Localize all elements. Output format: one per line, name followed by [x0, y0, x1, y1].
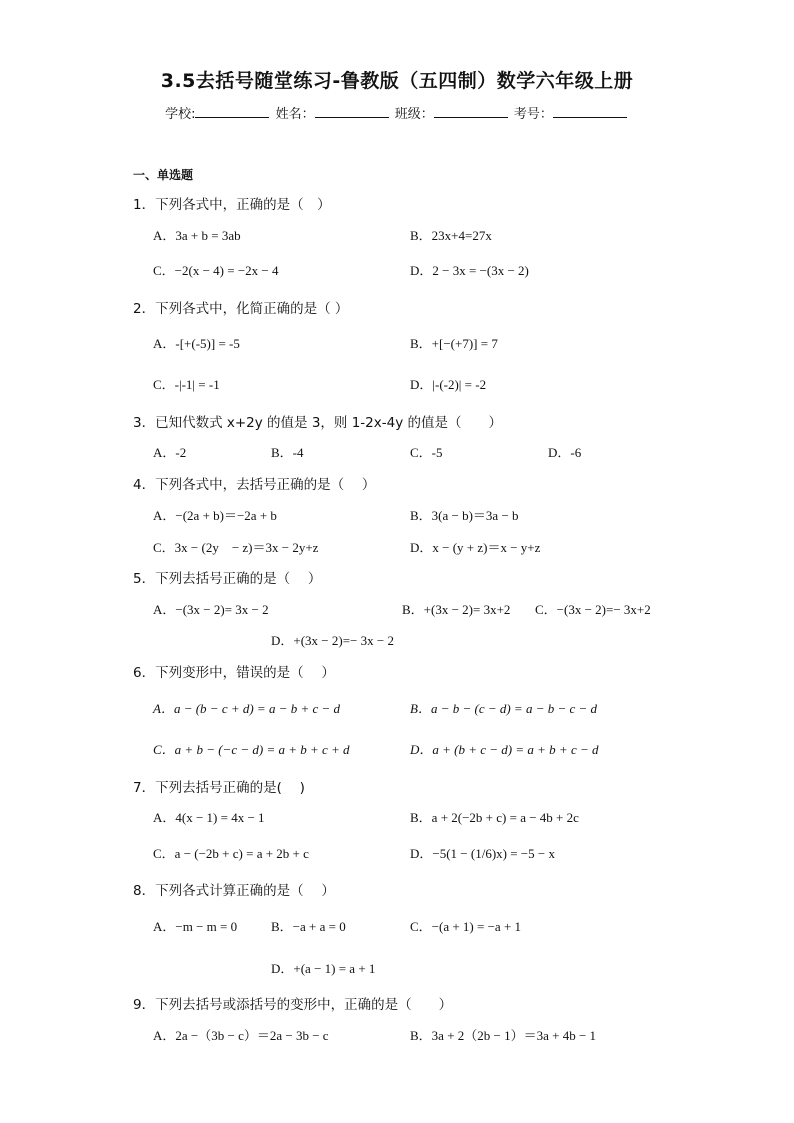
question-8-option-b: B．−a + a = 0	[271, 919, 346, 934]
question-3-stem: 3．已知代数式 x+2y 的值是 3，则 1-2x-4y 的值是（ ）	[133, 415, 503, 431]
question-1-option-a: A．3a + b = 3ab	[153, 228, 241, 243]
question-7-option-a: A．4(x − 1) = 4x − 1	[153, 810, 265, 825]
question-4-option-b: B．3(a − b)＝3a − b	[410, 508, 519, 523]
number-label: 考号：	[513, 107, 553, 122]
school-blank[interactable]	[195, 105, 269, 118]
question-4-option-d: D．x − (y + z)＝x − y+z	[410, 540, 541, 555]
page-title: 3.5去括号随堂练习-鲁教版（五四制）数学六年级上册	[160, 70, 634, 92]
question-8-stem: 8．下列各式计算正确的是（ ）	[133, 883, 335, 899]
question-9-option-b: B．3a + 2（2b − 1）＝3a + 4b − 1	[410, 1028, 597, 1043]
question-2-option-d: D．|-(-2)| = -2	[410, 377, 487, 392]
question-6-option-c: C．a + b − (−c − d) = a + b + c + d	[153, 742, 350, 757]
question-1-stem: 1．下列各式中，正确的是（ ）	[133, 197, 331, 213]
question-4-stem: 4．下列各式中，去括号正确的是（ ）	[133, 477, 376, 493]
question-5-option-a: A．−(3x − 2)= 3x − 2	[153, 602, 269, 617]
question-5-option-b: B．+(3x − 2)= 3x+2	[402, 602, 511, 617]
question-8-option-c: C．−(a + 1) = −a + 1	[410, 919, 522, 934]
question-7-option-b: B．a + 2(−2b + c) = a − 4b + 2c	[410, 810, 579, 825]
question-4-option-a: A．−(2a + b)＝−2a + b	[153, 508, 277, 523]
question-3-option-a: A．-2	[153, 445, 187, 460]
question-2-stem: 2．下列各式中，化简正确的是（ ）	[133, 301, 349, 317]
question-8-option-d: D．+(a − 1) = a + 1	[271, 961, 376, 976]
question-1-option-d: D．2 − 3x = −(3x − 2)	[410, 263, 529, 278]
question-6-option-a: A．a − (b − c + d) = a − b + c − d	[153, 701, 341, 716]
question-1-option-b: B．23x+4=27x	[410, 228, 492, 243]
class-blank[interactable]	[434, 105, 508, 118]
question-5-option-d: D．+(3x − 2)=− 3x − 2	[271, 633, 394, 648]
question-9-stem: 9．下列去括号或添括号的变形中，正确的是（ ）	[133, 997, 453, 1013]
question-9-option-a: A．2a −（3b − c）＝2a − 3b − c	[153, 1028, 329, 1043]
question-3-option-b: B．-4	[271, 445, 304, 460]
question-4-option-c: C．3x − (2y − z)＝3x − 2y+z	[153, 540, 319, 555]
class-label: 班级：	[394, 107, 434, 122]
question-3-option-d: D．-6	[548, 445, 582, 460]
school-label: 学校:	[165, 107, 196, 122]
question-5-option-c: C．−(3x − 2)=− 3x+2	[535, 602, 651, 617]
question-8-option-a: A．−m − m = 0	[153, 919, 238, 934]
student-info-line	[0, 103, 794, 122]
question-5-stem: 5．下列去括号正确的是（ ）	[133, 571, 322, 587]
question-2-option-a: A．-[+(-5)] = -5	[153, 336, 240, 351]
question-6-option-d: D．a + (b + c − d) = a + b + c − d	[410, 742, 599, 757]
question-7-option-c: C．a − (−2b + c) = a + 2b + c	[153, 846, 309, 861]
question-3-option-c: C．-5	[410, 445, 443, 460]
question-6-option-b: B．a − b − (c − d) = a − b − c − d	[410, 701, 598, 716]
name-blank[interactable]	[315, 105, 389, 118]
question-6-stem: 6．下列变形中，错误的是（ ）	[133, 665, 335, 681]
question-7-option-d: D．−5(1 − (1/6)x) = −5 − x	[410, 846, 555, 861]
question-7-stem: 7．下列去括号正确的是( )	[133, 780, 305, 796]
question-2-option-c: C．-|-1| = -1	[153, 377, 220, 392]
question-2-option-b: B．+[−(+7)] = 7	[410, 336, 498, 351]
question-1-option-c: C．−2(x − 4) = −2x − 4	[153, 263, 279, 278]
section-heading: 一、单选题	[133, 168, 194, 182]
name-label: 姓名：	[275, 107, 315, 122]
number-blank[interactable]	[553, 105, 627, 118]
